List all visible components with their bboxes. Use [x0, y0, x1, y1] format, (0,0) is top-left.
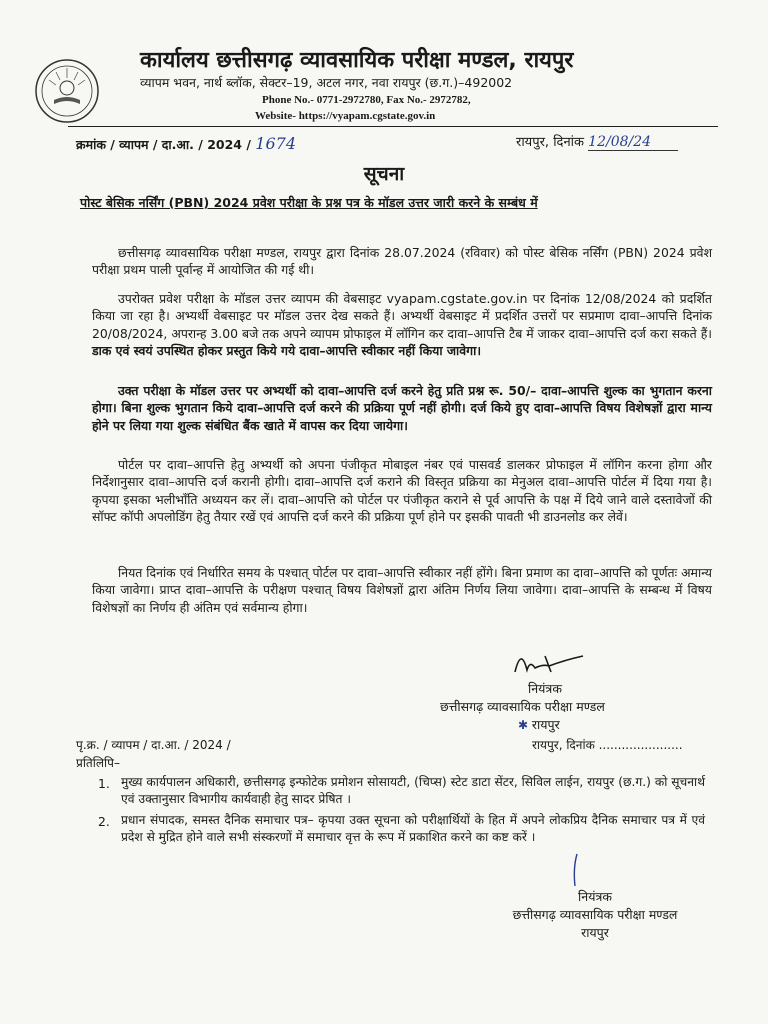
signature-block-1: [440, 680, 605, 734]
endorsement-ref: पृ.क्र. / व्यापम / दा.आ. / 2024 /: [76, 738, 231, 752]
copy-item-2: प्रधान संपादक, समस्त दैनिक समाचार पत्र– कृपया उक्त सूचना को परीक्षार्थियों के हित में अपने लोकप्रिय दैनिक समाचार पत्र में एवं प्रदेश से मुद्रित होने वाले सभी संस्करणों में समाचार वृत्त के रूप में प्रकाशित करने का कष्ट करें ।: [121, 813, 705, 845]
office-address: व्यापम भवन, नार्थ ब्लॉक, सेक्टर–19, अटल नगर, नवा रायपुर (छ.ग.)–492002: [140, 75, 513, 90]
header-divider: [68, 126, 718, 127]
office-title: कार्यालय छत्तीसगढ़ व्यावसायिक परीक्षा मण्डल, रायपुर: [140, 48, 574, 73]
handwritten-date: 12/08/24: [588, 134, 652, 150]
signatory-city: रायपुर: [531, 717, 560, 732]
vyapam-logo-icon: [34, 58, 100, 124]
paragraph-2-bold: डाक एवं स्वयं उपस्थित होकर प्रस्तुत किये गये दावा–आपत्ति स्वीकार नहीं किया जावेगा।: [92, 342, 482, 358]
controller-signature-icon: [505, 642, 605, 682]
signatory-2-city: रायपुर: [581, 925, 609, 940]
copy-to-label: प्रतिलिपि–: [76, 756, 120, 770]
endorsement-date: रायपुर, दिनांक ......................: [532, 738, 683, 752]
copy-item-1-number: 1.: [98, 776, 110, 791]
signatory-designation: नियंत्रक: [528, 681, 562, 696]
stamp-mark-icon: ✱: [518, 718, 532, 732]
paragraph-5: नियत दिनांक एवं निर्धारित समय के पश्चात् पोर्टल पर दावा–आपत्ति स्वीकार नहीं होंगे। बिना प्रमाण का दावा–आपत्ति को पूर्णतः अमान्य किया जावेगा। प्राप्त दावा–आपत्ति के परीक्षण पश्चात् विषय विशेषज्ञों द्वारा अंतिम निर्णय लिया जावेगा। दावा–आपत्ति के सम्बन्ध में विषय विशेषज्ञों का निर्णय ही अंतिम एवं सर्वमान्य होगा।: [92, 565, 712, 615]
paragraph-2-text: उपरोक्त प्रवेश परीक्षा के मॉडल उत्तर व्यापम की वेबसाइट vyapam.cgstate.gov.in पर दिनांक 12/08/2024 को प्रदर्शित किया जा रहा है। अभ्यर्थी वेबसाइट पर मॉडल उत्तर देख सकते हैं। अभ्यर्थी वेबसाइट में प्रदर्शित उत्तरों पर सप्रमाण दावा–आपत्ति दिनांक 20/08/2024, अपरान्ह 3.00 बजे तक अपने व्यापम प्रोफाइल में लॉगिन कर दावा–आपत्ति टैब में जाकर दावा–आपत्ति दर्ज करा सकते हैं।: [92, 291, 712, 341]
signatory-org: छत्तीसगढ़ व्यावसायिक परीक्षा मण्डल: [440, 699, 605, 714]
paragraph-4: पोर्टल पर दावा–आपत्ति हेतु अभ्यर्थी को अपना पंजीकृत मोबाइल नंबर एवं पासवर्ड डालकर प्रोफाइल में लॉगिन करना होगा और निर्देशानुसार दावा–आपत्ति दर्ज करानी होगी। दावा–आपत्ति दर्ज कराने की विस्तृत प्रक्रिया का मेनुअल दावा–आपत्ति पोर्टल में दिया गया है। कृपया इसका भलीभाँति अध्ययन कर लें। दावा–आपत्ति को पोर्टल पर पंजीकृत कराने से पूर्व आपत्ति के पक्ष में दिये जाने वाले दस्तावेजों की सॉफ्ट कॉपी अपलोडिंग हेतु तैयार रखें एवं आपत्ति दर्ज करने की प्रक्रिया पूर्ण होने पर इसकी पावती भी डाउनलोड कर लेवें।: [92, 457, 712, 524]
signatory-2-designation: नियंत्रक: [578, 889, 612, 904]
reference-label: क्रमांक / व्यापम / दा.आ. / 2024 /: [76, 137, 251, 152]
copy-item-2-number: 2.: [98, 814, 110, 829]
office-phone: Phone No.- 0771-2972780, Fax No.- 2972782,: [262, 94, 471, 106]
reference-number: [76, 134, 296, 153]
paragraph-1: छत्तीसगढ़ व्यावसायिक परीक्षा मण्डल, रायपुर द्वारा दिनांक 28.07.2024 (रविवार) को पोस्ट बेसिक नर्सिंग (PBN) 2024 प्रवेश परीक्षा प्रथम पाली पूर्वान्ह में आयोजित की गई थी।: [92, 245, 712, 278]
copy-item-1: मुख्य कार्यपालन अधिकारी, छत्तीसगढ़ इन्फोटेक प्रमोशन सोसायटी, (चिप्स) स्टेट डाटा सेंटर, सिविल लाईन, रायपुर (छ.ग.) को सूचनार्थ एवं उक्तानुसार विभागीय कार्यवाही हेतु सादर प्रेषित ।: [121, 775, 705, 807]
office-website: Website- https://vyapam.cgstate.gov.in: [255, 110, 436, 122]
reference-handwritten-number: 1674: [255, 134, 296, 153]
issue-date: [516, 132, 678, 151]
signatory-2-org: छत्तीसगढ़ व्यावसायिक परीक्षा मण्डल: [512, 907, 678, 922]
paragraph-3: उक्त परीक्षा के मॉडल उत्तर पर अभ्यर्थी को दावा–आपत्ति दर्ज करने हेतु प्रति प्रश्न रू. 50/– दावा–आपत्ति शुल्क का भुगतान करना होगा। बिना शुल्क भुगतान किये दावा–आपत्ति दर्ज करने की प्रक्रिया पूर्ण नहीं होगी। दर्ज किये हुए दावा–आपत्ति विषय विशेषज्ञों द्वारा मान्य होने पर लिया गया शुल्क संबंधित बैंक खाते में वापस कर दिया जायेगा।: [92, 383, 712, 433]
second-signature-icon: [565, 852, 585, 888]
notice-subject: पोस्ट बेसिक नर्सिंग (PBN) 2024 प्रवेश परीक्षा के प्रश्न पत्र के मॉडल उत्तर जारी करने के सम्बंध में: [80, 195, 538, 210]
paragraph-2: [92, 290, 712, 359]
notice-title: सूचना: [363, 163, 405, 185]
date-label: रायपुर, दिनांक: [516, 135, 585, 150]
signature-block-2: [470, 888, 720, 942]
